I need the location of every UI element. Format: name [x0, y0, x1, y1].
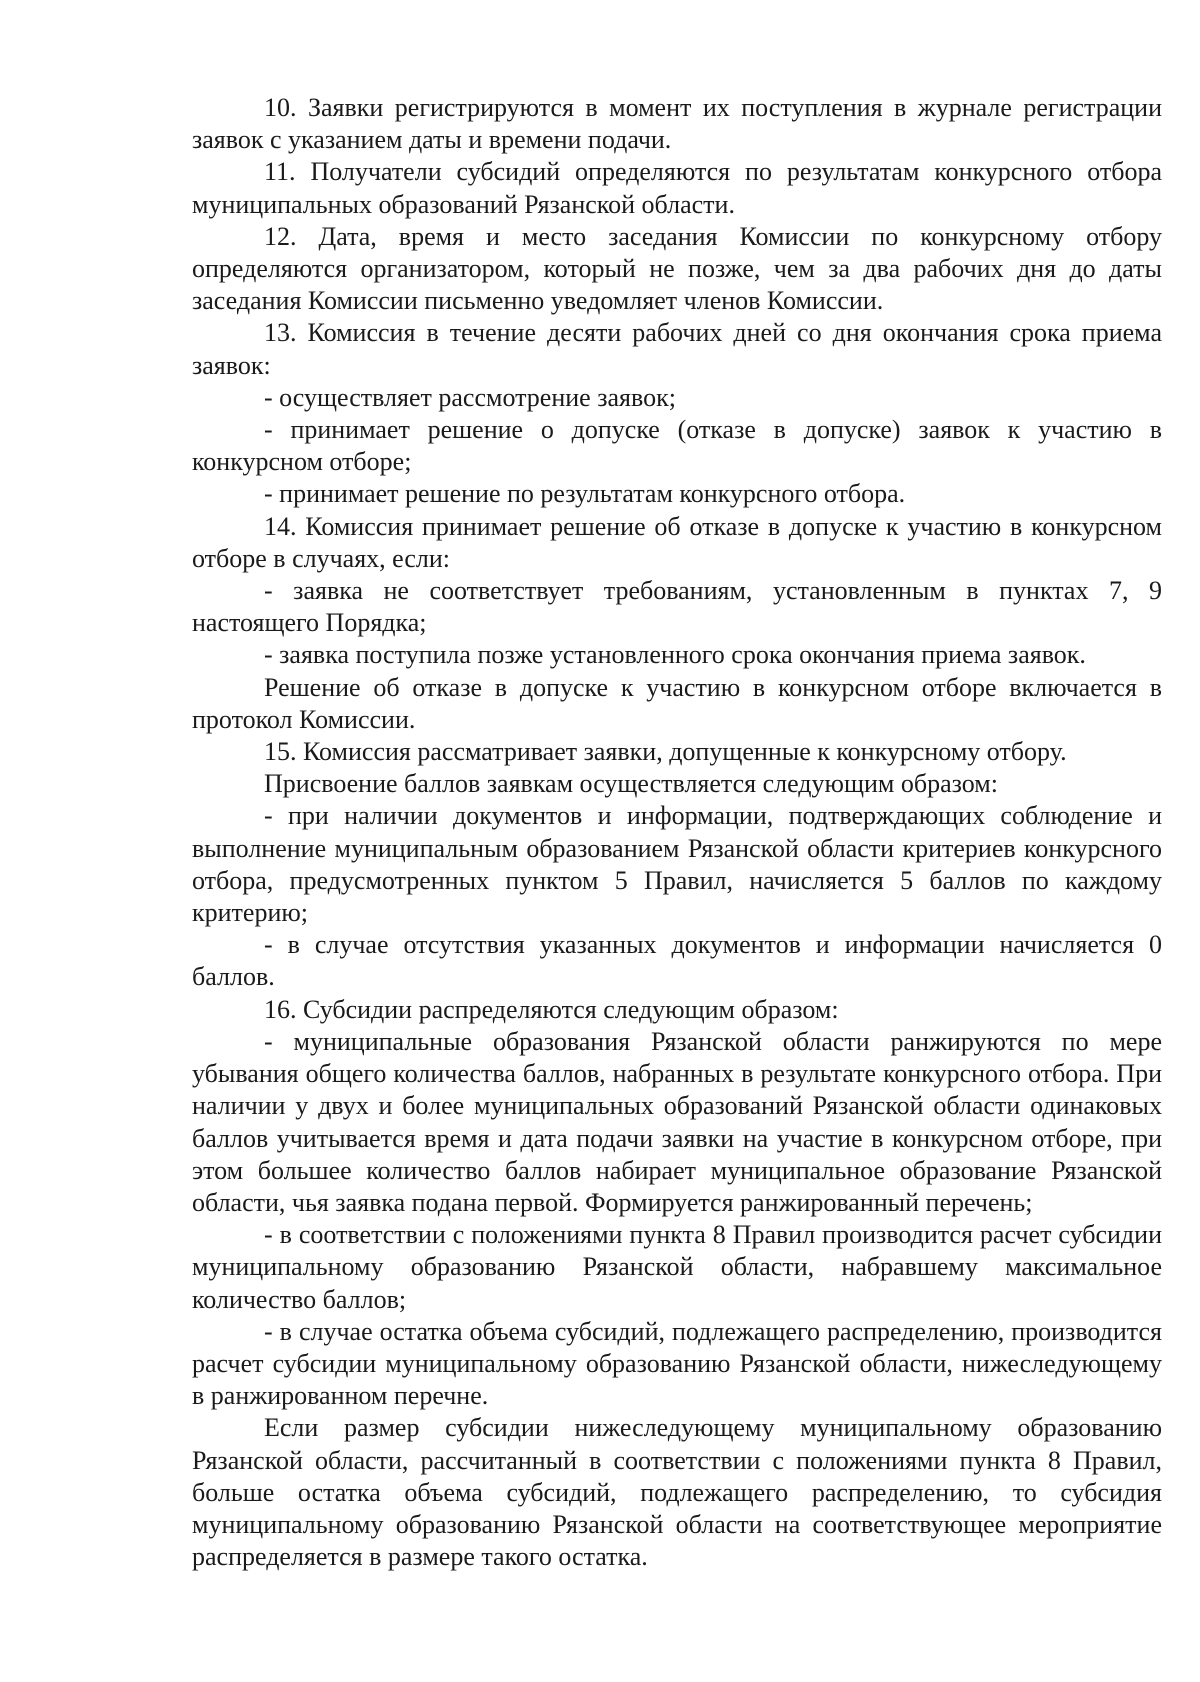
paragraph-10-registration: 10. Заявки регистрируются в момент их поступления в журнале регистрации заявок с указанием даты и времени подачи. — [192, 93, 1162, 155]
paragraph-15-review: 15. Комиссия рассматривает заявки, допущенные к конкурсному отбору. — [264, 737, 1067, 767]
paragraph-16-distribution: 16. Субсидии распределяются следующим образом: — [264, 994, 839, 1024]
paragraph-13-commission: 13. Комиссия в течение десяти рабочих дней со дня окончания срока приема заявок: — [192, 318, 1162, 380]
paragraph-12-meeting: 12. Дата, время и место заседания Комиссии по конкурсному отбору определяются организатором, который не позже, чем за два рабочих дня до даты заседания Комиссии письменно уведомляет членов Комиссии. — [192, 221, 1162, 316]
paragraph-remainder: Если размер субсидии нижеследующему муниципальному образованию Рязанской области, рассчитанный в соответствии с положениями пункта 8 Правил, больше остатка объема субсидий, подлежащего распределению, то субсидия муниципальному образованию Рязанской области на соответствующее мероприятие распределяется в размере такого остатка. — [192, 1413, 1162, 1572]
document-body — [192, 92, 1162, 1573]
list-item: - принимает решение по результатам конкурсного отбора. — [264, 479, 906, 509]
list-item: - заявка не соответствует требованиям, установленным в пунктах 7, 9 настоящего Порядка; — [192, 576, 1162, 638]
list-item: - при наличии документов и информации, подтверждающих соблюдение и выполнение муниципальным образованием Рязанской области критериев конкурсного отбора, предусмотренных пунктом 5 Правил, начисляется 5 баллов по каждому критерию; — [192, 801, 1162, 928]
paragraph-14-refusal: 14. Комиссия принимает решение об отказе в допуске к участию в конкурсном отборе в случаях, если: — [192, 511, 1162, 573]
list-item: - в случае остатка объема субсидий, подлежащего распределению, производится расчет субсидии муниципальному образованию Рязанской области, нижеследующему в ранжированном перечне. — [192, 1316, 1162, 1411]
list-item: - в случае отсутствия указанных документов и информации начисляется 0 баллов. — [192, 930, 1162, 992]
list-item: - заявка поступила позже установленного срока окончания приема заявок. — [264, 640, 1086, 670]
paragraph-11-recipients: 11. Получатели субсидий определяются по результатам конкурсного отбора муниципальных образований Рязанской области. — [192, 157, 1162, 219]
list-item: - муниципальные образования Рязанской области ранжируются по мере убывания общего количества баллов, набранных в результате конкурсного отбора. При наличии у двух и более муниципальных образований Рязанской области одинаковых баллов учитывается время и дата подачи заявки на участие в конкурсном отборе, при этом большее количество баллов набирает муниципальное образование Рязанской области, чья заявка подана первой. Формируется ранжированный перечень; — [192, 1026, 1162, 1217]
paragraph-scoring: Присвоение баллов заявкам осуществляется следующим образом: — [264, 769, 998, 799]
list-item: - осуществляет рассмотрение заявок; — [264, 382, 676, 412]
paragraph-refusal-protocol: Решение об отказе в допуске к участию в конкурсном отборе включается в протокол Комиссии. — [192, 672, 1162, 734]
list-item: - принимает решение о допуске (отказе в допуске) заявок к участию в конкурсном отборе; — [192, 415, 1162, 477]
list-item: - в соответствии с положениями пункта 8 Правил производится расчет субсидии муниципальному образованию Рязанской области, набравшему максимальное количество баллов; — [192, 1220, 1162, 1314]
